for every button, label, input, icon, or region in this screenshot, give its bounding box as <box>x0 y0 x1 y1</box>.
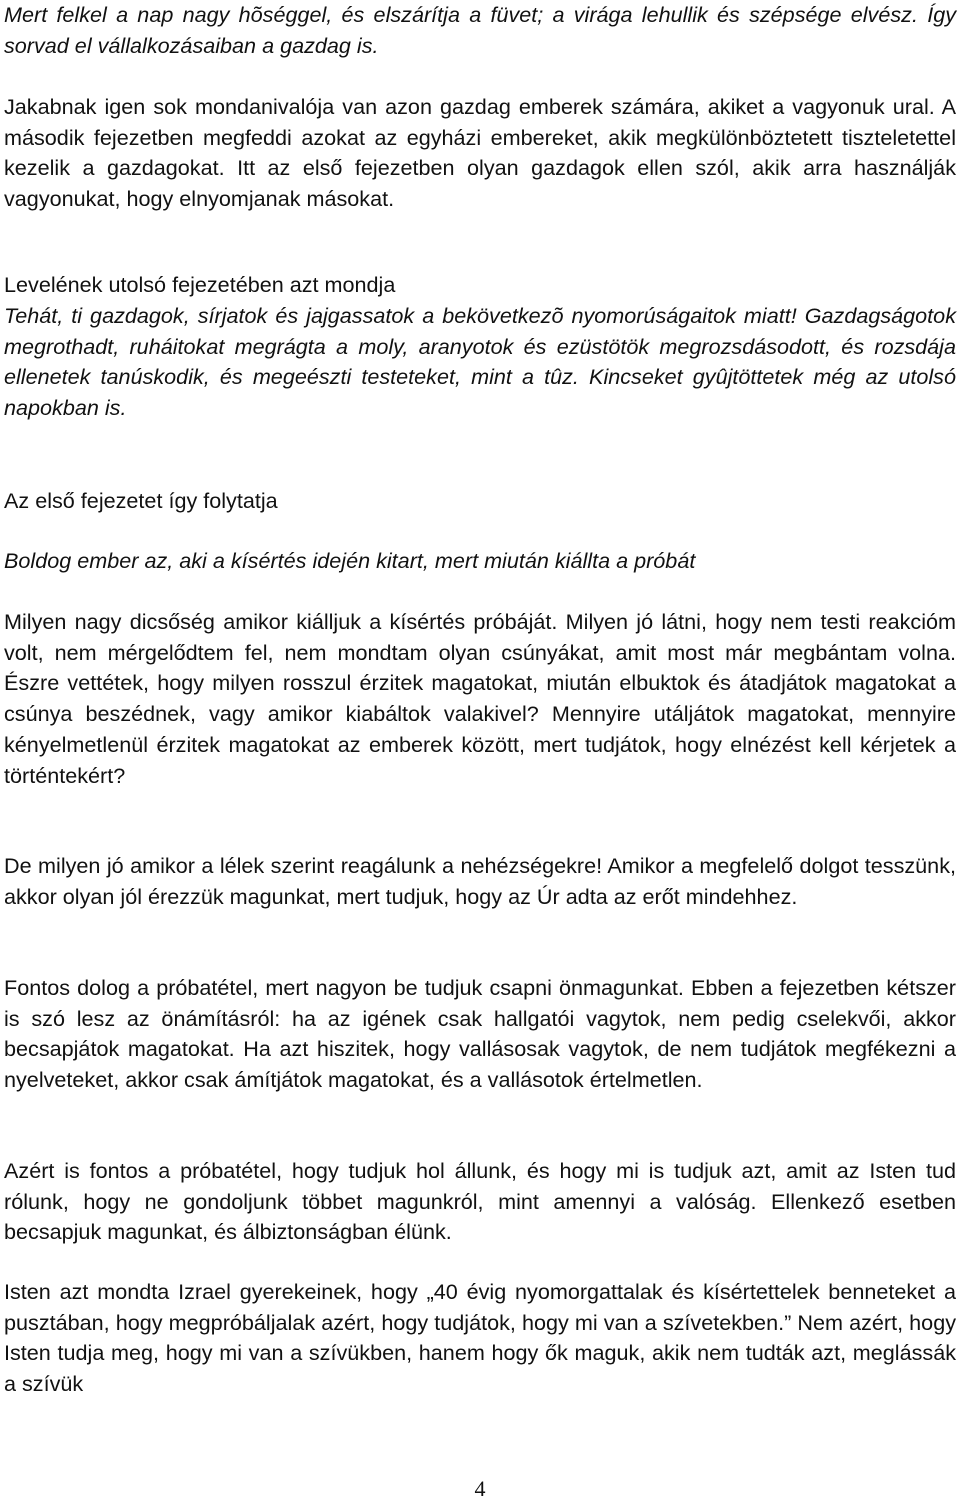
paragraph-7: De milyen jó amikor a lélek szerint reagálunk a nehézségekre! Amikor a megfelelő dolgot tesszünk, akkor olyan jól érezzük magunkat, mert tudjuk, hogy az Úr adta az erőt mindehhez. <box>4 853 956 909</box>
paragraph-10: Isten azt mondta Izrael gyerekeinek, hogy „40 évig nyomorgattalak és kísértettelek benneteket a pusztában, hogy megpróbáljalak azért, hogy tudjátok, hogy mi van a szívetekben.” Nem azért, hogy Isten tudja meg, hogy mi van a szívükben, hanem hogy ők maguk, akik nem tudták azt, meglássák a szívük <box>4 1279 956 1397</box>
paragraph-4: Az első fejezetet így folytatja <box>4 488 278 513</box>
paragraph-8: Fontos dolog a próbatétel, mert nagyon be tudjuk csapni önmagunkat. Ebben a fejezetben kétszer is szó lesz az önámításról: ha az igének csak hallgatói vagytok, nem pedig cselekvői, akkor becsapjátok magatokat. Ha azt hiszitek, hogy vallásosak vagytok, de nem tudjátok megfékezni a nyelveteket, akkor csak ámítjátok magatokat, és a vallásotok értelmetlen. <box>4 975 956 1093</box>
paragraph-6: Milyen nagy dicsőség amikor kiálljuk a kísértés próbáját. Milyen jó látni, hogy nem testi reakcióm volt, nem mérgelődtem fel, nem mondtam olyan csúnyákat, amit most már megbántam volna. Észre vettétek, hogy milyen rosszul érzitek magatokat, miután elbuktok és átadjátok magatokat a csúnya beszédnek, vagy amikor kiabáltok valakivel? Mennyire utáljátok magatokat, mennyire kényelmetlenül érzitek magatokat az emberek között, mert tudjátok, hogy elnézést kell kérjetek a történtekért? <box>4 609 956 788</box>
paragraph-3-intro: Levelének utolsó fejezetében azt mondja <box>4 272 396 297</box>
paragraph-1: Mert felkel a nap nagy hõséggel, és elszárítja a füvet; a virága lehullik és szépsége elvész. Így sorvad el vállalkozásaiban a gazdag is. <box>4 2 956 58</box>
paragraph-9: Azért is fontos a próbatétel, hogy tudjuk hol állunk, és hogy mi is tudjuk azt, amit az Isten tud rólunk, hogy ne gondoljunk többet magunkról, mint amennyi a valóság. Ellenkező esetben becsapjuk magunkat, és álbiztonságban élünk. <box>4 1158 956 1245</box>
paragraph-2: Jakabnak igen sok mondanivalója van azon gazdag emberek számára, akiket a vagyonuk ural. A második fejezetben megfeddi azokat az egyházi embereket, akik megkülönböztetett tiszteletettel kezelik a gazdagokat. Itt az első fejezetben olyan gazdagok ellen szól, akik arra használják vagyonukat, hogy elnyomjanak másokat. <box>4 94 956 212</box>
paragraph-3-quote: Tehát, ti gazdagok, sírjatok és jajgassatok a bekövetkezõ nyomorúságaitok miatt! Gazdagságotok megrothadt, ruháitokat megrágta a moly, aranyotok és ezüstötök megrozsdásodott, és rozsdája ellenetek tanúskodik, és megeészti testeteket, mint a tûz. Kincseket gyûjtöttetek még az utolsó napokban is. <box>4 303 956 421</box>
paragraph-5: Boldog ember az, aki a kísértés idején kitart, mert miután kiállta a próbát <box>4 548 696 573</box>
page-number: 4 <box>474 1476 486 1501</box>
